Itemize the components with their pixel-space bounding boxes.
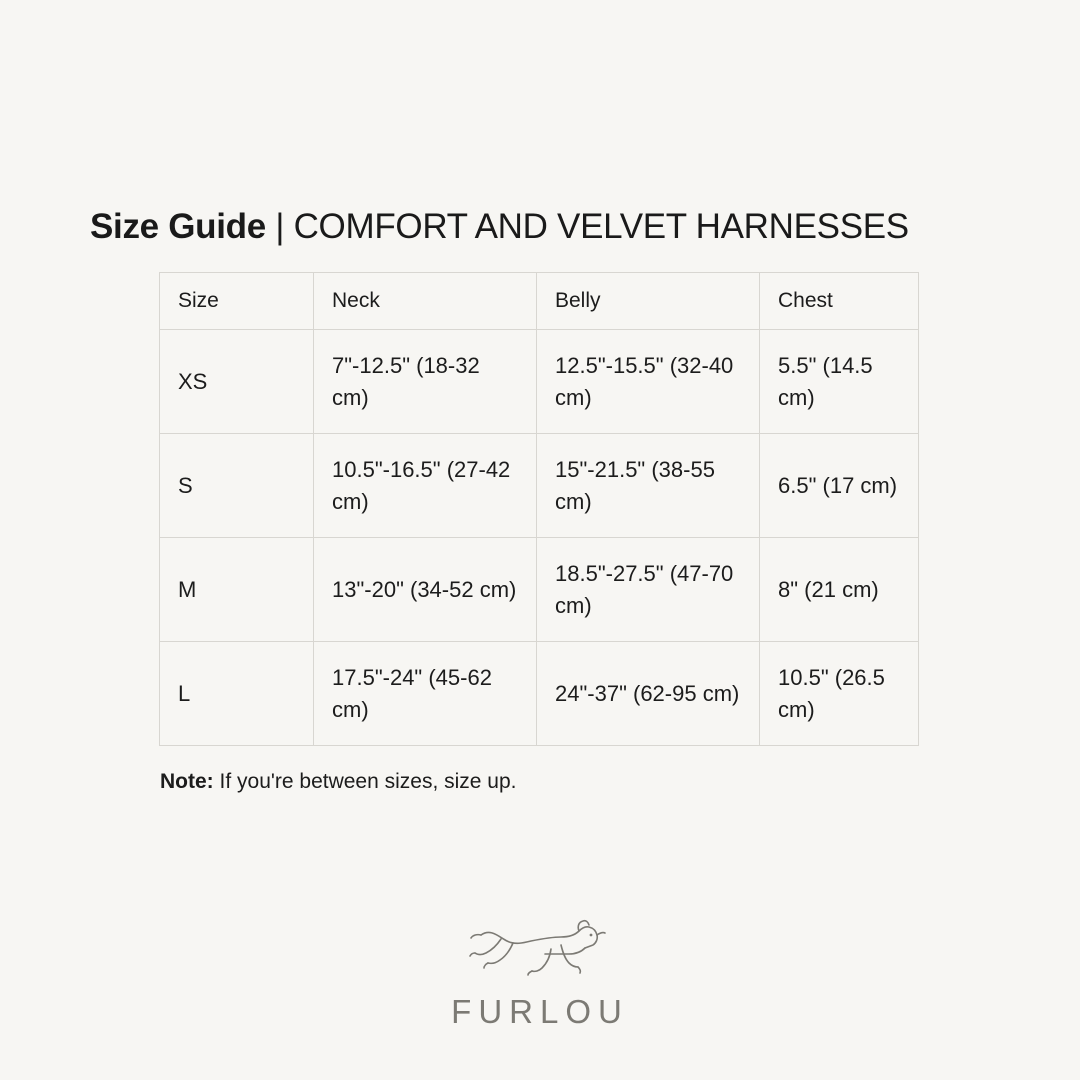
brand-wordmark: FURLOU — [451, 993, 629, 1030]
cell-size: S — [160, 434, 314, 538]
note — [160, 770, 517, 794]
page-title-separator: | — [265, 207, 294, 246]
page-title — [90, 207, 909, 247]
page-title-regular: COMFORT AND VELVET HARNESSES — [293, 207, 909, 246]
column-header-belly: Belly — [537, 273, 760, 330]
cell-size: L — [160, 642, 314, 746]
column-header-size: Size — [160, 273, 314, 330]
table-row — [160, 434, 919, 538]
cell-neck: 7"-12.5" (18-32 cm) — [314, 330, 537, 434]
size-table-wrapper — [159, 272, 918, 746]
cell-chest: 6.5" (17 cm) — [760, 434, 919, 538]
running-dog-icon — [465, 915, 615, 987]
cell-size: XS — [160, 330, 314, 434]
column-header-neck: Neck — [314, 273, 537, 330]
cell-belly: 24"-37" (62-95 cm) — [537, 642, 760, 746]
cell-belly: 12.5"-15.5" (32-40 cm) — [537, 330, 760, 434]
page-title-bold: Size Guide — [90, 207, 266, 246]
table-row — [160, 330, 919, 434]
table-row — [160, 642, 919, 746]
table-row — [160, 538, 919, 642]
cell-neck: 17.5"-24" (45-62 cm) — [314, 642, 537, 746]
note-label: Note: — [160, 770, 214, 793]
cell-chest: 5.5" (14.5 cm) — [760, 330, 919, 434]
cell-size: M — [160, 538, 314, 642]
cell-belly: 15"-21.5" (38-55 cm) — [537, 434, 760, 538]
cell-neck: 10.5"-16.5" (27-42 cm) — [314, 434, 537, 538]
brand-logo — [0, 915, 1080, 1031]
note-text: If you're between sizes, size up. — [213, 770, 517, 793]
size-table — [159, 272, 919, 746]
cell-neck: 13"-20" (34-52 cm) — [314, 538, 537, 642]
table-header-row — [160, 273, 919, 330]
column-header-chest: Chest — [760, 273, 919, 330]
cell-belly: 18.5"-27.5" (47-70 cm) — [537, 538, 760, 642]
cell-chest: 8" (21 cm) — [760, 538, 919, 642]
cell-chest: 10.5" (26.5 cm) — [760, 642, 919, 746]
